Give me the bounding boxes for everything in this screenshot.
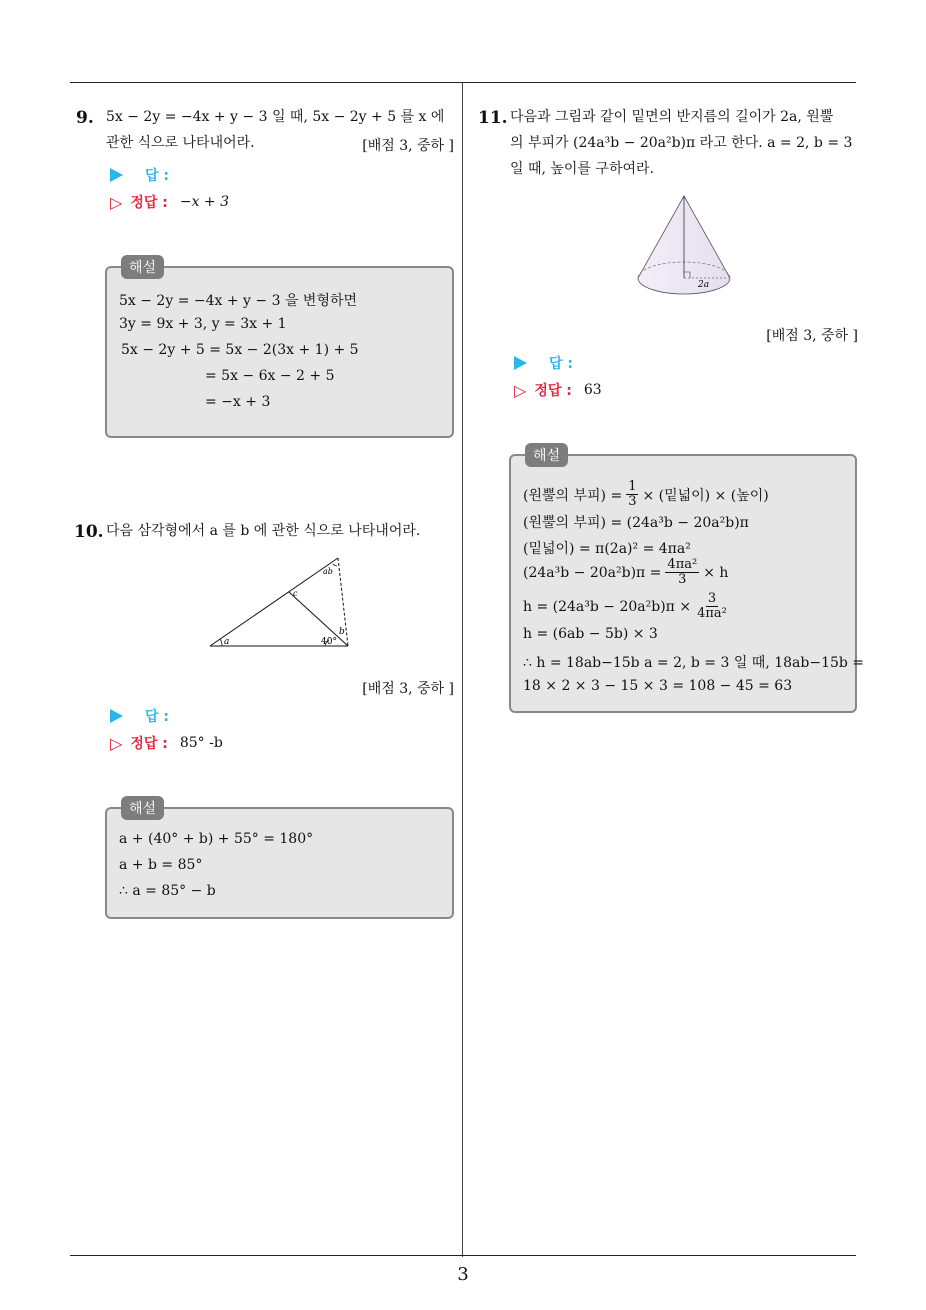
correct-value: 85° -b: [179, 735, 223, 751]
correct-label: 정답 :: [130, 195, 168, 211]
solution-text: h = (24a³b − 20a²b)π ×: [523, 598, 692, 615]
page-number: 3: [457, 1264, 469, 1285]
answer-row: [110, 706, 169, 726]
solution-line: [523, 558, 728, 587]
outline-triangle-icon: ▷: [514, 380, 527, 400]
question-text: 다음 삼각형에서 a 를 b 에 관한 식으로 나타내어라.: [106, 523, 421, 539]
solution-line: a + b = 85°: [119, 857, 203, 873]
solution-line: 18 × 2 × 3 − 15 × 3 = 108 − 45 = 63: [523, 678, 793, 694]
numerator: 3: [707, 591, 717, 606]
question-line-3: 일 때, 높이를 구하여라.: [510, 161, 654, 177]
numerator: 1: [628, 479, 637, 494]
solution-line: 5x − 2y = −4x + y − 3 을 변형하면: [119, 293, 358, 309]
question-line-1: 5x − 2y = −4x + y − 3 일 때, 5x − 2y + 5 를 x 에: [106, 109, 445, 125]
solution-box: [509, 448, 865, 713]
correct-answer-row: [110, 733, 223, 753]
solution-line: [523, 480, 769, 509]
denominator: 3: [678, 572, 687, 587]
solution-line: 3y = 9x + 3, y = 3x + 1: [119, 316, 287, 332]
solution-tab: 해설: [525, 443, 568, 467]
label-2a: 2a: [698, 280, 710, 290]
score-label: [배점 3, 중하 ]: [766, 328, 858, 344]
fraction: [695, 592, 729, 621]
solution-box: [105, 801, 454, 919]
answer-row: [110, 165, 169, 185]
problem-number: 11.: [478, 108, 508, 128]
correct-answer-row: [110, 192, 229, 212]
score-label: [배점 3, 중하 ]: [362, 681, 454, 697]
correct-label: 정답 :: [534, 383, 572, 399]
answer-label: 답 :: [145, 168, 169, 184]
solution-tab: 해설: [121, 255, 164, 279]
question-line-2: 의 부피가 (24a³b − 20a²b)π 라고 한다. a = 2, b = 3: [510, 135, 853, 151]
problem-number: 10.: [74, 522, 104, 542]
label-c: c: [293, 589, 298, 598]
solution-line: = −x + 3: [205, 394, 271, 410]
footer-rule: [70, 1255, 856, 1256]
cone-figure: [632, 192, 736, 300]
solution-line: (밑넓이) = π(2a)² = 4πa²: [523, 541, 691, 557]
answer-label: 답 :: [145, 709, 169, 725]
outline-triangle-icon: ▷: [110, 733, 123, 753]
header-rule: [70, 82, 856, 83]
solution-line: 5x − 2y + 5 = 5x − 2(3x + 1) + 5: [121, 342, 359, 358]
solution-line: (원뿔의 부피) = (24a³b − 20a²b)π: [523, 515, 749, 531]
label-a: a: [224, 637, 230, 647]
label-b: b: [339, 627, 345, 637]
solution-text: × h: [703, 564, 729, 581]
solution-box: [105, 260, 454, 438]
correct-answer-row: [514, 380, 602, 400]
correct-label: 정답 :: [130, 736, 168, 752]
correct-value: −x + 3: [179, 194, 230, 210]
play-triangle-icon: [110, 168, 123, 182]
fraction: [665, 558, 699, 587]
denominator: 4πa²: [697, 606, 727, 621]
score-label: [배점 3, 중하 ]: [362, 138, 454, 154]
question-line-1: 다음과 그림과 같이 밑면의 반지름의 길이가 2a, 원뿔: [510, 109, 834, 125]
denominator: 3: [628, 494, 637, 509]
solution-tab: 해설: [121, 796, 164, 820]
play-triangle-icon: [514, 356, 527, 370]
outline-triangle-icon: ▷: [110, 192, 123, 212]
fraction: [626, 480, 638, 509]
solution-line: ∴ a = 85° − b: [119, 883, 216, 899]
solution-text: (24a³b − 20a²b)π =: [523, 564, 662, 581]
solution-line: [523, 592, 729, 621]
play-triangle-icon: [110, 709, 123, 723]
solution-line: ∴ h = 18ab−15b a = 2, b = 3 일 때, 18ab−15b =: [523, 655, 865, 671]
label-40deg: 40°: [321, 637, 337, 647]
answer-label: 답 :: [549, 356, 573, 372]
numerator: 4πa²: [667, 557, 698, 572]
question-line-2: 관한 식으로 나타내어라.: [106, 135, 255, 151]
correct-value: 63: [583, 382, 602, 398]
problem-number: 9.: [76, 108, 94, 128]
triangle-figure: [205, 552, 355, 652]
solution-line: a + (40° + b) + 55° = 180°: [119, 831, 314, 847]
solution-text: × (밑넓이) × (높이): [642, 487, 769, 504]
answer-row: [514, 353, 573, 373]
solution-text: (원뿔의 부피) =: [523, 487, 623, 504]
label-ab: ab: [323, 567, 333, 576]
solution-line: = 5x − 6x − 2 + 5: [205, 368, 335, 384]
column-divider: [462, 82, 463, 1257]
solution-line: h = (6ab − 5b) × 3: [523, 626, 658, 642]
